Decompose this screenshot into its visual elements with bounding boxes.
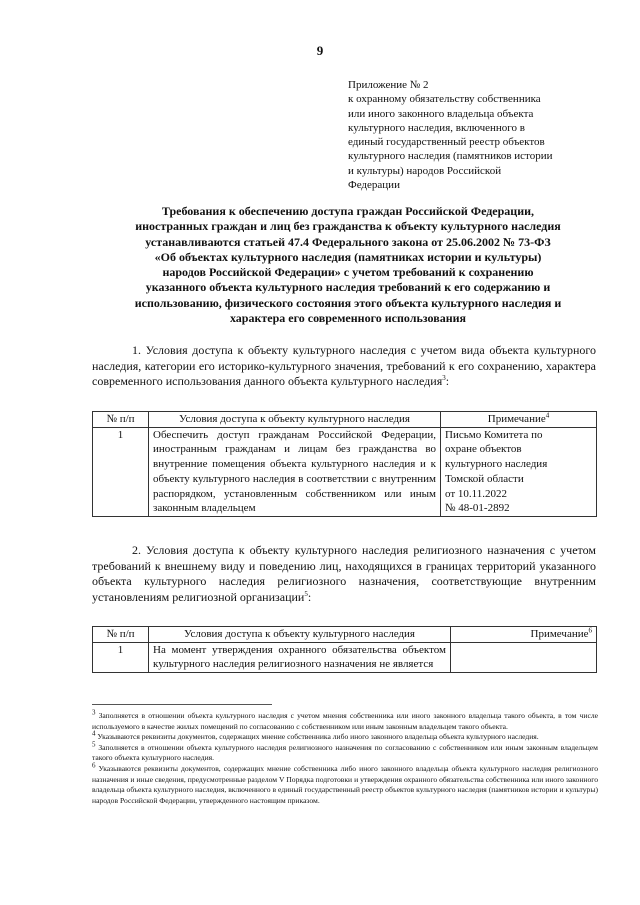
title-line: «Об объектах культурного наследия (памятниках истории и культуры) <box>154 249 542 264</box>
footnote-ref-4[interactable]: 4 <box>545 411 550 420</box>
appendix-line: и культуры) народов Российской <box>348 164 502 177</box>
title-line: народов Российской Федерации» с учетом требований к сохранению <box>162 265 534 280</box>
footnote-marker: 6 <box>92 761 96 770</box>
title-line: характера его современного использования <box>229 311 467 326</box>
title-line: устанавливаются статьей 47.4 Федерального закона от 25.06.2002 № 73-ФЗ <box>145 234 551 249</box>
title-line: использованию, физического состояния этого объекта культурного наследия и <box>134 295 562 310</box>
header-conditions: Условия доступа к объекту культурного наследия <box>149 412 441 428</box>
title-line: иностранных граждан и лиц без гражданства к объекту культурного наследия <box>135 219 561 234</box>
note-line: Письмо Комитета по <box>445 428 543 441</box>
appendix-line: к охранному обязательству собственника <box>348 93 541 106</box>
footnote-6 <box>92 761 598 806</box>
table-header-row <box>93 627 597 643</box>
header-num: № п/п <box>93 412 149 428</box>
appendix-line: единый государственный реестр объектов <box>348 136 545 149</box>
footnotes <box>92 708 598 806</box>
footnote-marker: 4 <box>92 729 96 738</box>
header-note <box>441 412 597 428</box>
note-line: охране объектов <box>445 443 522 456</box>
row-num: 1 <box>93 642 149 672</box>
note-line: культурного наследия <box>445 458 548 471</box>
footnote-ref-6[interactable]: 6 <box>588 626 592 635</box>
section-2-suffix: : <box>307 589 312 604</box>
footnote-ref-3[interactable]: 3 <box>442 374 446 382</box>
appendix-line: Приложение № 2 <box>348 79 429 91</box>
footnote-marker: 5 <box>92 740 96 749</box>
footnote-text: Заполняется в отношении объекта культурного наследия с учетом мнения собственника или иного законного владельца такого объекта, в том числе используемого в качестве жилых помещений по согласованию с собственником или иным законным владельцем такого объекта. <box>92 711 598 731</box>
table-row <box>93 427 597 516</box>
appendix-heading <box>348 78 603 192</box>
row-conditions: На момент утверждения охранного обязательства объектом культурного наследия религиозного назначения не является <box>149 642 451 672</box>
section-1-text: 1. Условия доступа к объекту культурного наследия с учетом вида объекта культурного наследия, категории его историко-культурного значения, требований к его сохранению, характера современного использования данного объекта культурного наследия <box>92 343 596 388</box>
row-note <box>451 642 597 672</box>
appendix-line: или иного законного владельца объекта <box>348 107 534 120</box>
header-note-label: Примечание <box>487 413 546 425</box>
row-num: 1 <box>93 427 149 516</box>
section-1-paragraph <box>92 343 596 390</box>
section-1-table <box>92 411 597 517</box>
table-header-row <box>93 412 597 428</box>
section-2-text: 2. Условия доступа к объекту культурного наследия религиозного назначения с учетом требований к внешнему виду и поведению лиц, находящихся в границах территорий указанного объекта культурного наследия религиозного назначения, соответствующие внутренним установлениям религиозной организации <box>92 543 596 604</box>
header-note <box>451 627 597 643</box>
note-line: Томской области <box>445 472 524 485</box>
row-note <box>441 427 597 516</box>
row-conditions: Обеспечить доступ гражданам Российской Федерации, иностранным гражданам и лицам без гражданства во внутренние помещения объекта культурного наследия и к объекту культурного наследия в соответствии с внутренним распорядком, установленным собственником или иным законным владельцем <box>149 427 441 516</box>
appendix-line: культурного наследия, включенного в <box>348 121 525 134</box>
note-line: № 48-01-2892 <box>445 502 510 515</box>
footnote-divider <box>92 704 272 705</box>
footnote-text: Указываются реквизиты документов, содержащих мнение собственника либо иного законного владельца объекта культурного наследия религиозного назначения и иные сведения, предусмотренные разделом V Порядка подготовки и утверждения охранного обязательства собственника или иного законного владельца объекта культурного наследия, включенного в единый государственный реестр объектов культурного наследия (памятников истории и культуры) народов Российской Федерации, утвержденного настоящим приказом. <box>92 763 598 805</box>
footnote-marker: 3 <box>92 708 96 717</box>
appendix-line: Федерации <box>348 179 400 192</box>
title-line: указанного объекта культурного наследия требований к его содержанию и <box>145 280 551 295</box>
footnote-4 <box>92 729 598 743</box>
note-line: от 10.11.2022 <box>445 487 508 500</box>
footnote-3 <box>92 708 598 732</box>
table-row <box>93 642 597 672</box>
header-num: № п/п <box>93 627 149 643</box>
header-note-label: Примечание <box>530 628 589 640</box>
footnote-ref-5[interactable]: 5 <box>304 589 308 598</box>
footnote-text: Заполняется в отношении объекта культурного наследия религиозного назначения по согласованию с собственником или иным законным владельцем такого объекта культурного наследия. <box>92 742 598 763</box>
section-2-paragraph <box>92 543 596 605</box>
footnote-5 <box>92 740 598 764</box>
header-conditions: Условия доступа к объекту культурного наследия <box>149 627 451 643</box>
page-number: 9 <box>316 43 324 58</box>
section-1-suffix: : <box>445 374 450 388</box>
document-title <box>92 204 604 326</box>
footnote-text: Указываются реквизиты документов, содержащих мнение собственника либо иного законного владельца объекта культурного наследия. <box>97 732 539 742</box>
section-2-table <box>92 626 597 673</box>
appendix-line: культурного наследия (памятников истории <box>348 150 553 163</box>
title-line: Требования к обеспечению доступа граждан Российской Федерации, <box>161 204 535 218</box>
